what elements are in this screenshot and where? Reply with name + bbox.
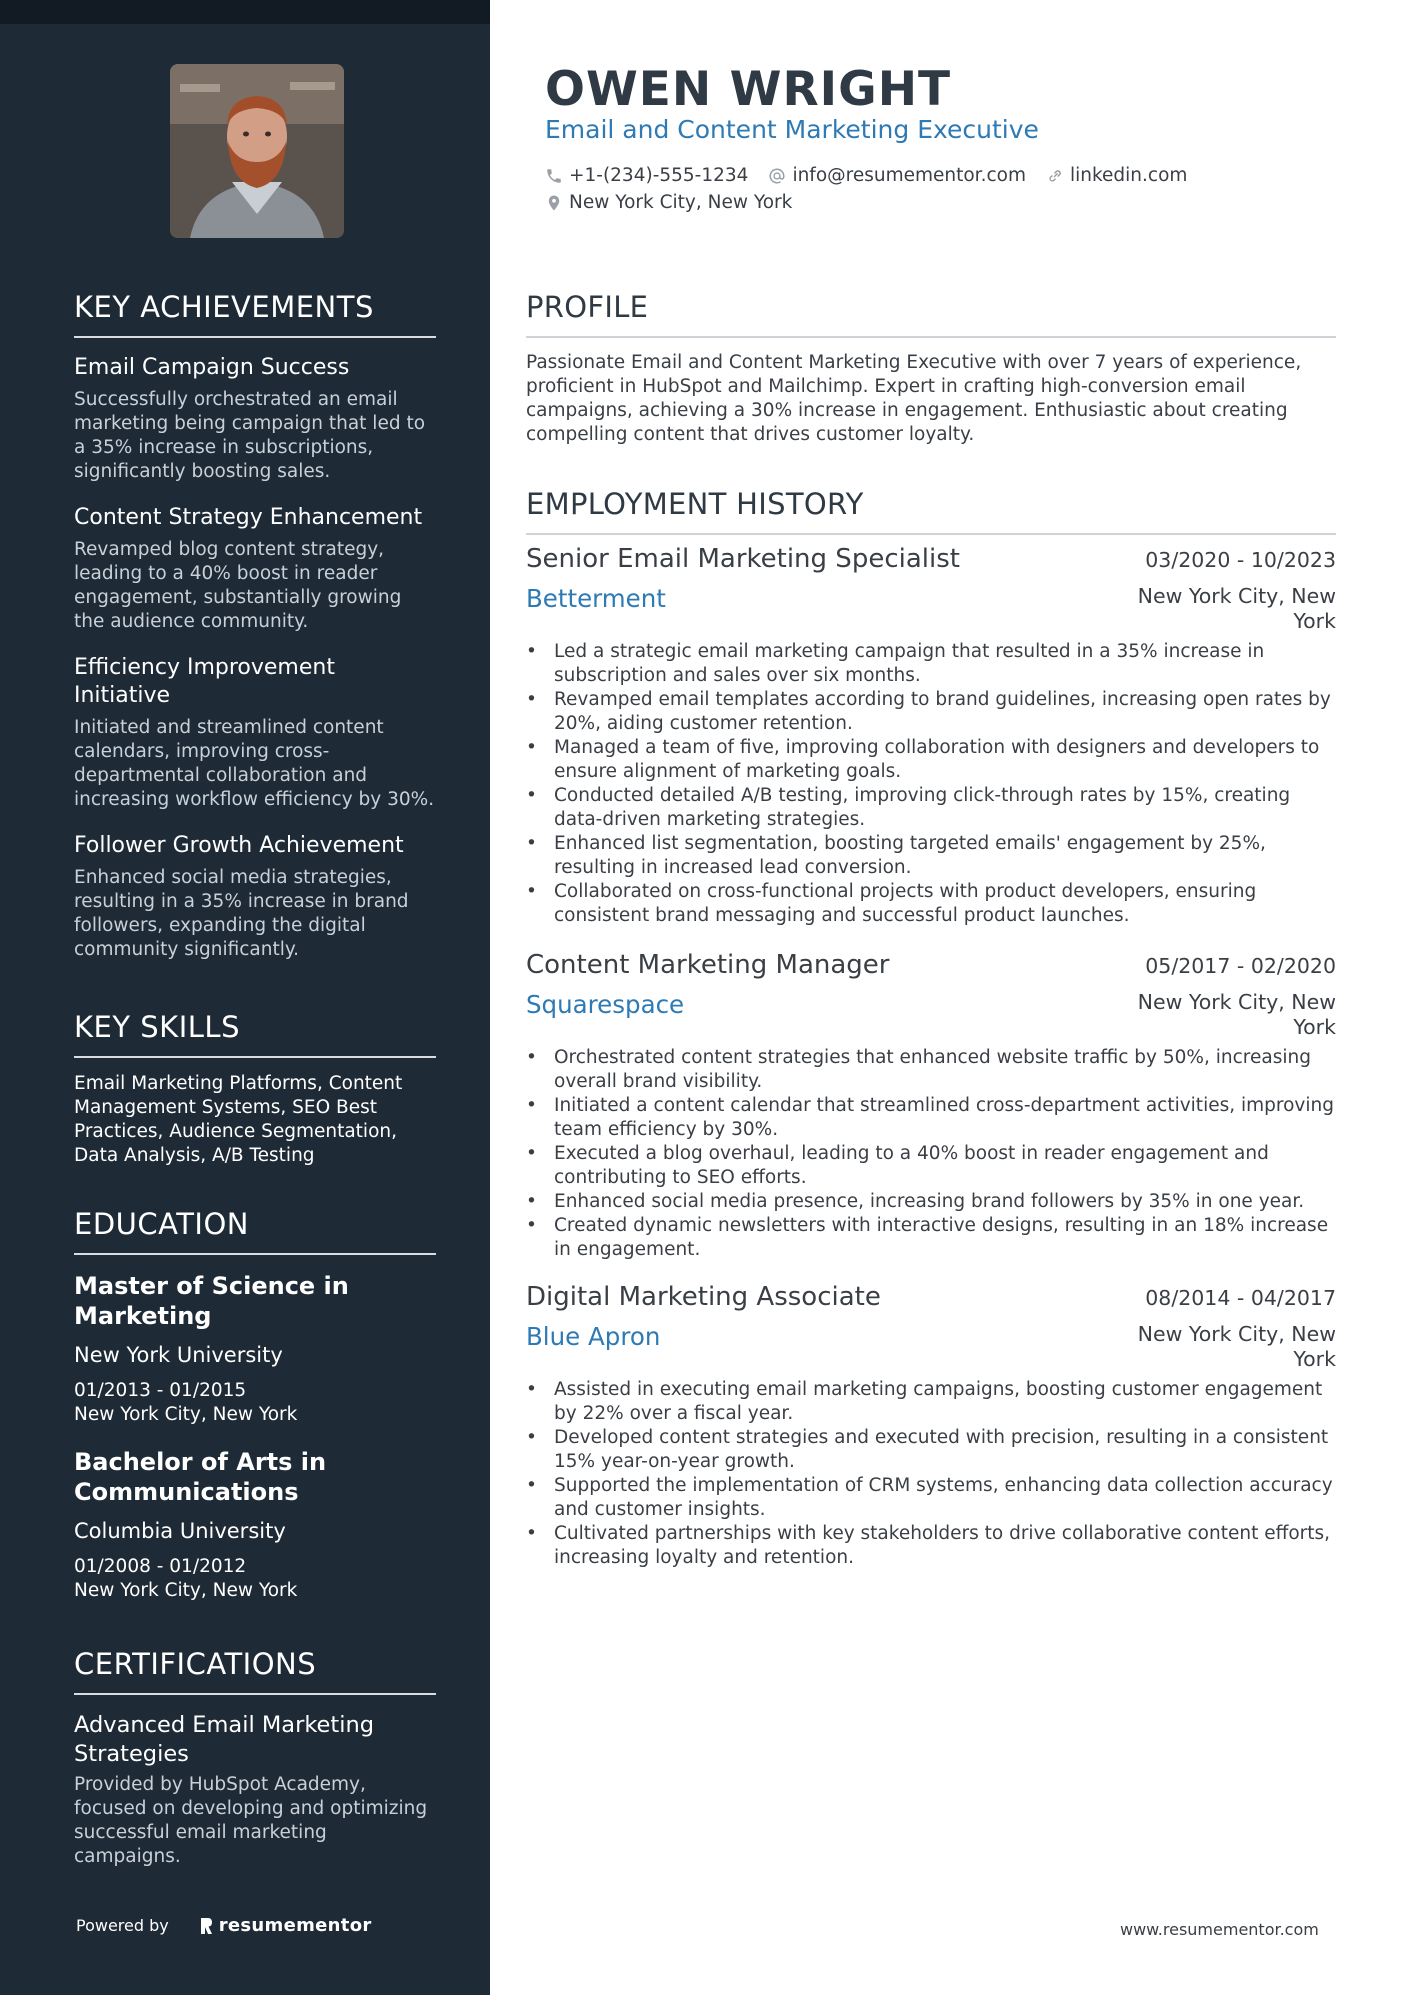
- job-title: Digital Marketing Associate: [526, 1282, 881, 1312]
- profile-summary: Passionate Email and Content Marketing Executive with over 7 years of experience, proficient in HubSpot and Mailchimp. Expert in crafting high-conversion email campaigns, achieving a 30% increase in engagement. Enthusiastic about creating compelling content that drives customer loyalty.: [526, 352, 1302, 445]
- job-bullet: • Collaborated on cross-functional projects with product developers, ensuring consistent brand messaging and successful product launches.: [554, 880, 1336, 928]
- job-company: Blue Apron: [526, 1322, 661, 1351]
- job-company: Squarespace: [526, 990, 685, 1019]
- education-location: New York City, New York: [74, 1580, 298, 1601]
- sidebar: [0, 0, 490, 1995]
- profile-heading: PROFILE: [526, 290, 1336, 338]
- achievement-description: Initiated and streamlined content calendars, improving cross-departmental collaboration and increasing workflow efficiency by 30%.: [74, 717, 435, 810]
- job-location: New York City, New York: [1137, 1322, 1336, 1371]
- job-bullet: • Led a strategic email marketing campaign that resulted in a 35% increase in subscription and sales over six months.: [554, 640, 1336, 688]
- education-degree: Master of Science in Marketing: [74, 1272, 349, 1330]
- footer-website-link[interactable]: www.resumementor.com: [1120, 1920, 1319, 1939]
- skills-section: [74, 1010, 436, 1168]
- certification-title: Advanced Email Marketing Strategies: [74, 1712, 375, 1767]
- sidebar-top-bar: [0, 0, 490, 24]
- education-school: Columbia University: [74, 1519, 286, 1543]
- map-pin-icon: [545, 194, 563, 212]
- achievement-description: Revamped blog content strategy, leading to a 40% boost in reader engagement, substantially growing the audience community.: [74, 539, 402, 632]
- job-bullet: • Executed a blog overhaul, leading to a 40% boost in reader engagement and contributing to SEO efforts.: [554, 1142, 1336, 1190]
- job-bullet: • Conducted detailed A/B testing, improving click-through rates by 15%, creating data-driven marketing strategies.: [554, 784, 1336, 832]
- achievement-item: [74, 504, 436, 634]
- phone-icon: [545, 167, 563, 185]
- education-school: New York University: [74, 1343, 283, 1367]
- job-bullet: • Supported the implementation of CRM systems, enhancing data collection accuracy and customer insights.: [554, 1474, 1336, 1522]
- education-dates: 01/2008 - 01/2012: [74, 1556, 247, 1577]
- job-location: New York City, New York: [1137, 990, 1336, 1039]
- job-bullet: • Revamped email templates according to brand guidelines, increasing open rates by 20%, aiding customer retention.: [554, 688, 1336, 736]
- job-title: Senior Email Marketing Specialist: [526, 544, 960, 574]
- education-section: [74, 1207, 436, 1603]
- powered-by-label: Powered by: [76, 1916, 169, 1935]
- education-degree: Bachelor of Arts in Communications: [74, 1448, 327, 1506]
- phone-contact[interactable]: [545, 165, 748, 186]
- job-bullet: • Assisted in executing email marketing campaigns, boosting customer engagement by 22% over a fiscal year.: [554, 1378, 1336, 1426]
- linkedin-contact[interactable]: [1046, 165, 1187, 186]
- job-entry: [526, 1282, 1336, 1570]
- job-bullet: • Initiated a content calendar that streamlined cross-department activities, improving team efficiency by 30%.: [554, 1094, 1336, 1142]
- achievement-description: Enhanced social media strategies, resulting in a 35% increase in brand followers, expanding the digital community significantly.: [74, 867, 409, 960]
- achievement-title: Email Campaign Success: [74, 355, 350, 380]
- at-sign-icon: [768, 167, 786, 185]
- email-contact[interactable]: [768, 165, 1026, 186]
- job-bullet: • Cultivated partnerships with key stakeholders to drive collaborative content efforts, increasing loyalty and retention.: [554, 1522, 1336, 1570]
- profile-photo: [170, 64, 344, 238]
- powered-by: [76, 1915, 372, 1936]
- achievement-title: Efficiency Improvement Initiative: [74, 655, 335, 708]
- skills-list: Email Marketing Platforms, Content Management Systems, SEO Best Practices, Audience Segmentation, Data Analysis, A/B Testing: [74, 1073, 403, 1166]
- job-entry: [526, 544, 1336, 928]
- job-bullets: [526, 640, 1336, 928]
- job-bullet: • Developed content strategies and executed with precision, resulting in a consistent 15% year-on-year growth.: [554, 1426, 1336, 1474]
- job-bullets: [526, 1378, 1336, 1570]
- job-title: Content Marketing Manager: [526, 950, 890, 980]
- location-text: New York City, New York: [569, 192, 793, 213]
- certification-description: Provided by HubSpot Academy, focused on developing and optimizing successful email marketing campaigns.: [74, 1774, 428, 1867]
- achievement-description: Successfully orchestrated an email marketing being campaign that led to a 35% increase in subscriptions, significantly boosting sales.: [74, 389, 426, 482]
- job-bullet: • Enhanced social media presence, increasing brand followers by 35% in one year.: [554, 1190, 1336, 1214]
- candidate-name: OWEN WRIGHT: [545, 62, 952, 117]
- job-bullet: • Managed a team of five, improving collaboration with designers and developers to ensure alignment of marketing goals.: [554, 736, 1336, 784]
- achievement-item: [74, 832, 436, 962]
- linkedin-text: linkedin.com: [1069, 165, 1188, 186]
- education-heading: EDUCATION: [74, 1207, 436, 1255]
- achievement-title: Content Strategy Enhancement: [74, 505, 423, 530]
- job-location: New York City, New York: [1137, 584, 1336, 633]
- job-entry: [526, 950, 1336, 1262]
- candidate-title: Email and Content Marketing Executive: [545, 115, 1039, 144]
- job-dates: 03/2020 - 10/2023: [1145, 548, 1336, 572]
- education-item: [74, 1447, 436, 1603]
- achievement-item: [74, 354, 436, 484]
- location-row: [545, 192, 812, 213]
- certifications-section: [74, 1647, 436, 1869]
- skills-heading: KEY SKILLS: [74, 1010, 436, 1058]
- contact-row: [545, 165, 1207, 186]
- certification-item: [74, 1711, 436, 1869]
- education-item: [74, 1271, 436, 1427]
- job-bullet: • Created dynamic newsletters with interactive designs, resulting in an 18% increase in engagement.: [554, 1214, 1336, 1262]
- education-dates: 01/2013 - 01/2015: [74, 1380, 247, 1401]
- job-company: Betterment: [526, 584, 666, 613]
- brand-logo[interactable]: [199, 1915, 372, 1936]
- job-bullet: • Orchestrated content strategies that enhanced website traffic by 50%, increasing overall brand visibility.: [554, 1046, 1336, 1094]
- link-icon: [1046, 167, 1064, 185]
- brand-name: resumementor: [218, 1915, 372, 1936]
- achievements-section: [74, 290, 436, 962]
- certifications-heading: CERTIFICATIONS: [74, 1647, 436, 1695]
- job-dates: 08/2014 - 04/2017: [1145, 1286, 1336, 1310]
- location-contact: [545, 192, 792, 213]
- job-bullet: • Enhanced list segmentation, boosting targeted emails' engagement by 25%, resulting in increased lead conversion.: [554, 832, 1336, 880]
- achievement-item: [74, 654, 436, 812]
- resumementor-logo-icon: [199, 1917, 213, 1935]
- employment-heading: EMPLOYMENT HISTORY: [526, 487, 1336, 535]
- email-text: info@resumementor.com: [792, 165, 1026, 186]
- job-bullets: [526, 1046, 1336, 1262]
- job-dates: 05/2017 - 02/2020: [1145, 954, 1336, 978]
- achievements-heading: KEY ACHIEVEMENTS: [74, 290, 436, 338]
- phone-text: +1-(234)-555-1234: [569, 165, 749, 186]
- education-location: New York City, New York: [74, 1404, 298, 1425]
- achievement-title: Follower Growth Achievement: [74, 833, 404, 858]
